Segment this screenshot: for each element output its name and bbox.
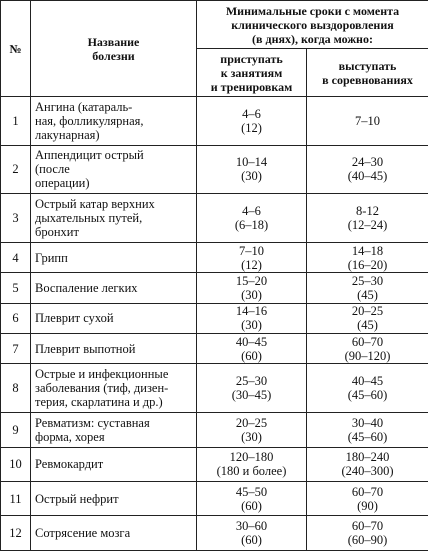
days-value: (60) bbox=[241, 348, 262, 363]
days-value: 15–20 bbox=[235, 274, 268, 288]
row-number: 12 bbox=[1, 516, 31, 551]
table-row bbox=[1, 334, 428, 364]
row-number: 3 bbox=[1, 194, 31, 243]
header-name: Название болезни bbox=[31, 1, 197, 97]
train-days bbox=[197, 413, 307, 447]
header-num: № bbox=[1, 1, 31, 97]
days-value: 7–10 bbox=[355, 113, 380, 128]
days-value: (12–24) bbox=[347, 218, 388, 233]
row-number: 8 bbox=[1, 364, 31, 413]
disease-name: Грипп bbox=[31, 242, 197, 272]
train-days bbox=[197, 334, 307, 364]
disease-name: Ревмокардит bbox=[31, 447, 197, 481]
compete-days bbox=[307, 242, 428, 272]
days-value: (45–60) bbox=[347, 388, 388, 403]
days-value: (16–20) bbox=[347, 257, 388, 272]
days-value: 120–180 bbox=[229, 450, 274, 465]
days-value: (6–18) bbox=[234, 218, 269, 233]
compete-days bbox=[307, 97, 428, 146]
days-value: (30) bbox=[241, 288, 262, 302]
disease-name: Острый катар верхних дыхательных путей, бронхит bbox=[31, 194, 197, 243]
disease-name: Плеврит сухой bbox=[31, 303, 197, 333]
days-value: (30–45) bbox=[231, 388, 272, 403]
days-value: (60) bbox=[241, 498, 262, 513]
disease-name: Сотрясение мозга bbox=[31, 516, 197, 551]
days-value: 40–45 bbox=[351, 374, 384, 389]
row-number: 1 bbox=[1, 97, 31, 146]
days-value: 8-12 bbox=[356, 204, 379, 219]
train-days bbox=[197, 364, 307, 413]
compete-days bbox=[307, 413, 428, 447]
compete-days bbox=[307, 364, 428, 413]
compete-days bbox=[307, 145, 428, 194]
days-value: (30) bbox=[241, 169, 262, 184]
days-value: 25–30 bbox=[235, 374, 268, 389]
table-row bbox=[1, 413, 428, 447]
row-number: 7 bbox=[1, 334, 31, 364]
train-days bbox=[197, 97, 307, 146]
row-number: 2 bbox=[1, 145, 31, 194]
days-value: (45–60) bbox=[347, 429, 388, 444]
days-value: 30–60 bbox=[235, 519, 268, 534]
days-value: 10–14 bbox=[235, 155, 268, 170]
days-value: 60–70 bbox=[351, 519, 384, 534]
train-days bbox=[197, 273, 307, 303]
days-value: (40–45) bbox=[347, 169, 388, 184]
days-value: 180–240 bbox=[345, 450, 390, 465]
days-value: (90–120) bbox=[344, 348, 391, 363]
row-number: 9 bbox=[1, 413, 31, 447]
table-row bbox=[1, 242, 428, 272]
days-value: 45–50 bbox=[235, 484, 268, 499]
days-value: 7–10 bbox=[239, 243, 264, 258]
disease-name: Аппендицит острый (после операции) bbox=[31, 145, 197, 194]
table-row bbox=[1, 482, 428, 516]
train-days bbox=[197, 242, 307, 272]
compete-days bbox=[307, 303, 428, 333]
days-value: 60–70 bbox=[351, 484, 384, 499]
days-value: 14–18 bbox=[351, 243, 384, 258]
compete-days bbox=[307, 516, 428, 551]
train-days bbox=[197, 194, 307, 243]
disease-name: Ангина (катараль- ная, фолликулярная, лакунарная) bbox=[31, 97, 197, 146]
train-days bbox=[197, 516, 307, 551]
days-value: (30) bbox=[241, 318, 262, 333]
train-days bbox=[197, 447, 307, 481]
compete-days bbox=[307, 334, 428, 364]
days-value: (30) bbox=[241, 429, 262, 444]
table-row bbox=[1, 516, 428, 551]
compete-days bbox=[307, 447, 428, 481]
disease-name: Острые и инфекционные заболевания (тиф, дизен- терия, скарлатина и др.) bbox=[31, 364, 197, 413]
days-value: (180 и более) bbox=[216, 464, 287, 479]
compete-days bbox=[307, 482, 428, 516]
table-row bbox=[1, 97, 428, 146]
days-value: 14–16 bbox=[235, 304, 268, 319]
table-row bbox=[1, 194, 428, 243]
table-row bbox=[1, 303, 428, 333]
row-number: 6 bbox=[1, 303, 31, 333]
days-value: (12) bbox=[241, 120, 262, 135]
days-value: (60–90) bbox=[347, 533, 388, 548]
compete-days bbox=[307, 194, 428, 243]
table-row bbox=[1, 447, 428, 481]
train-days bbox=[197, 145, 307, 194]
row-number: 5 bbox=[1, 273, 31, 303]
disease-name: Острый нефрит bbox=[31, 482, 197, 516]
days-value: 60–70 bbox=[351, 334, 384, 349]
header-group: Минимальные сроки с момента клинического выздоровления (в днях), когда можно: bbox=[197, 1, 428, 49]
table-row bbox=[1, 364, 428, 413]
row-number: 4 bbox=[1, 242, 31, 272]
compete-days bbox=[307, 273, 428, 303]
disease-name: Воспаление легких bbox=[31, 273, 197, 303]
days-value: (45) bbox=[357, 288, 378, 302]
days-value: (12) bbox=[241, 257, 262, 272]
days-value: 4–6 bbox=[242, 106, 261, 121]
days-value: 40–45 bbox=[235, 334, 268, 349]
days-value: (240–300) bbox=[341, 464, 394, 479]
days-value: 30–40 bbox=[351, 415, 384, 430]
disease-name: Плеврит выпотной bbox=[31, 334, 197, 364]
row-number: 11 bbox=[1, 482, 31, 516]
days-value: (90) bbox=[357, 498, 378, 513]
days-value: 20–25 bbox=[235, 415, 268, 430]
header-compete: выступать в соревнованиях bbox=[307, 49, 428, 97]
disease-name: Ревматизм: суставная форма, хорея bbox=[31, 413, 197, 447]
header-train: приступать к занятиям и тренировкам bbox=[197, 49, 307, 97]
row-number: 10 bbox=[1, 447, 31, 481]
train-days bbox=[197, 482, 307, 516]
train-days bbox=[197, 303, 307, 333]
days-value: 24–30 bbox=[351, 155, 384, 170]
days-value: 20–25 bbox=[351, 304, 384, 319]
days-value: (60) bbox=[241, 533, 262, 548]
days-value: (45) bbox=[357, 318, 378, 333]
days-value: 4–6 bbox=[242, 204, 261, 219]
days-value: 25–30 bbox=[351, 274, 384, 288]
table-row bbox=[1, 273, 428, 303]
table-row bbox=[1, 145, 428, 194]
